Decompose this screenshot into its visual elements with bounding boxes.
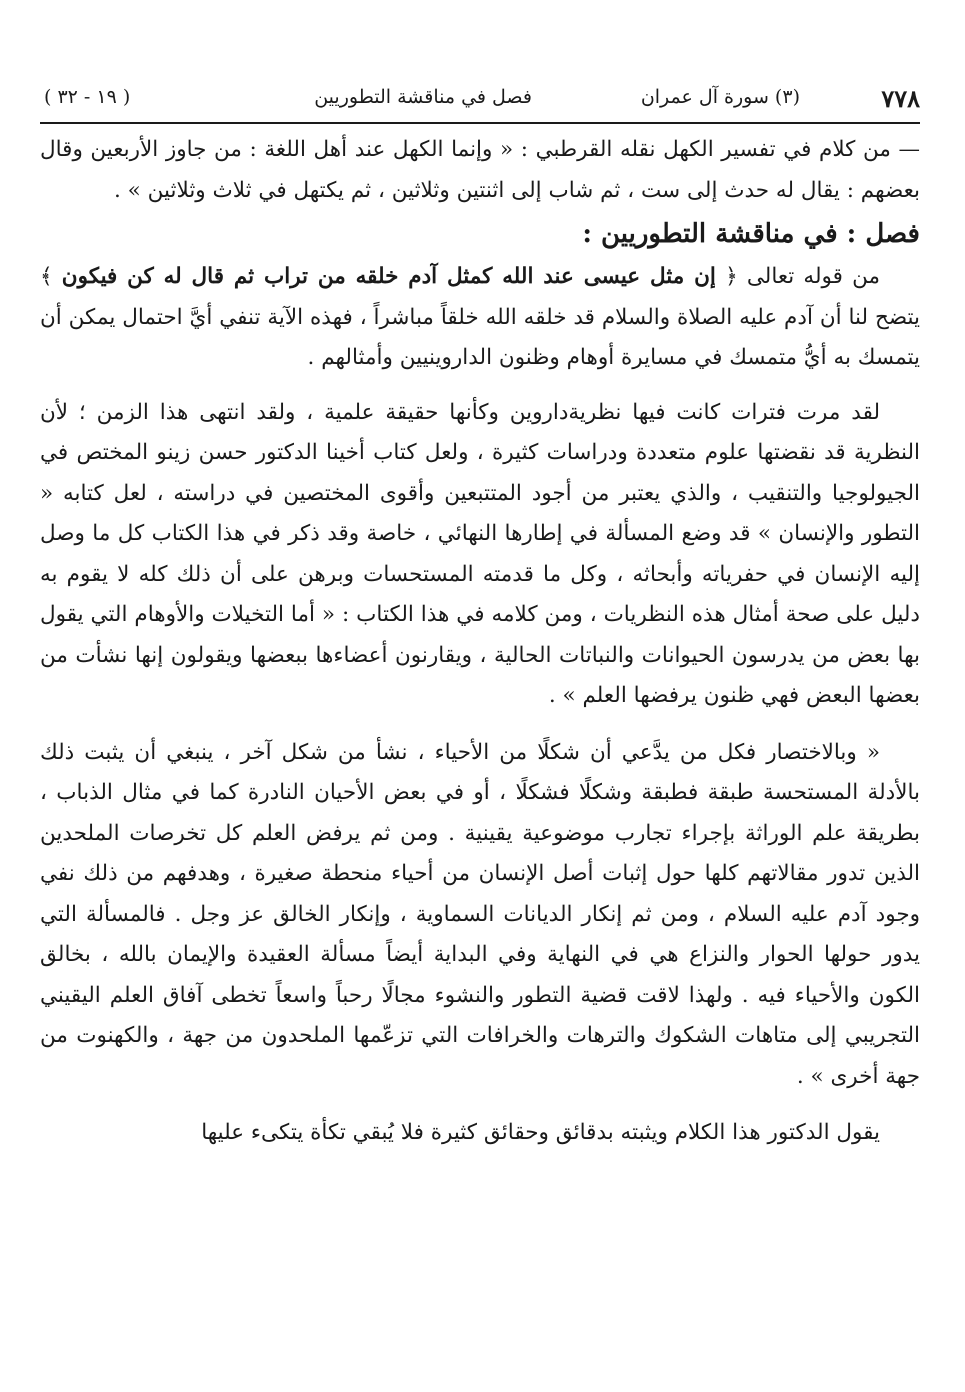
paragraph-verse (40, 257, 920, 379)
footnote-continuation: — من كلام في تفسير الكهل نقله القرطبي : « وإنما الكهل عند أهل اللغة : من جاوز الأربعين وقال بعضهم : يقال له حدث إلى ست ، ثم شاب إلى اثنتين وثلاثين ، ثم يكتهل في ثلاث وثلاثين » . (40, 137, 920, 203)
chapter-title: فصل في مناقشة التطوريين (314, 86, 532, 108)
quran-verse: إن مثل عيسى عند الله كمثل آدم خلقه من تراب ثم قال له كن فيكون (61, 264, 716, 289)
verse-range: ( ١٩ - ٣٢ ) (44, 86, 131, 108)
book-page (40, 78, 920, 1154)
paragraph-closing: يقول الدكتور هذا الكلام ويثبته بدقائق وحقائق كثيرة فلا يُبقي تكأة يتكىء عليها (201, 1120, 880, 1145)
page-number: ٧٧٨ (881, 84, 920, 113)
verse-intro: من قوله تعالى ﴿ (715, 264, 880, 289)
page-body (40, 124, 920, 1154)
verse-commentary: ﴾ يتضح لنا أن آدم عليه الصلاة والسلام قد خلقه الله خلقاً مباشراً ، فهذه الآية تنفي أيَّ احتمال يمكن أن يتمسك به أيُّ متمسك في مسايرة أوهام وظنون الداروينيين وأمثالهم . (40, 264, 920, 370)
section-heading: فصل : في مناقشة التطوريين : (582, 219, 920, 249)
surah-title: (٣) سورة آل عمران (640, 86, 800, 108)
running-header (40, 78, 920, 124)
paragraph-darwin: لقد مرت فترات كانت فيها نظريةداروين وكأنها حقيقة علمية ، ولقد انتهى هذا الزمن ؛ لأن النظرية قد نقضتها علوم متعددة ودراسات كثيرة ، ولعل كتاب أخينا الدكتور حسن زينو المختص في الجيولوجيا والتنقيب ، والذي يعتبر من أجود المتتبعين وأقوى المختصين في دراسته ، لعل كتابه « التطور والإنسان » قد وضع المسألة في إطارها النهائي ، خاصة وقد ذكر في هذا الكتاب كل ما وصل إليه الإنسان في حفرياته وأبحاثه ، وكل ما قدمته المستحسات وبرهن على أن ذلك كله لا يقوم به دليل على صحة أمثال هذه النظريات ، ومن كلامه في هذا الكتاب : « أما التخيلات والأوهام التي يقول بها بعض من يدرسون الحيوانات والنباتات الحالية ، ويقارنون أعضاءها ببعضها ويقولون إنها نشأت من بعضها البعض فهي ظنون يرفضها العلم » . (40, 399, 920, 708)
paragraph-quote: « وبالاختصار فكل من يدَّعي أن شكلًا من الأحياء ، نشأ من شكل آخر ، ينبغي أن يثبت ذلك بالأدلة المستحسة طبقة فطبقة وشكلًا فشكلًا ، أو في بعض الأحيان النادرة كما في مثال الذباب ، بطريقة علم الوراثة بإجراء تجارب موضوعية يقينية . ومن ثم يرفض العلم كل تخرصات الملحدين الذين تدور مقالاتهم كلها حول إثبات أصل الإنسان من أحياء منحطة صغيرة ، وهدفهم من ذلك نفي وجود آدم عليه السلام ، ومن ثم إنكار الديانات السماوية ، وإنكار الخالق عز وجل . فالمسألة التي يدور حولها الحوار والنزاع هي في النهاية وفي البداية أيضاً مسألة العقيدة والإيمان بالله ، بخالق الكون والأحياء فيه . ولهذا لاقت قضية التطور والنشوء مجالًا رحباً واسعاً تخطى آفاق العلم اليقيني التجريبي إلى متاهات الشكوك والترهات والخرافات التي تزعّمها الملحدون من جهة ، والكهنوت من جهة أخرى » . (40, 739, 920, 1089)
